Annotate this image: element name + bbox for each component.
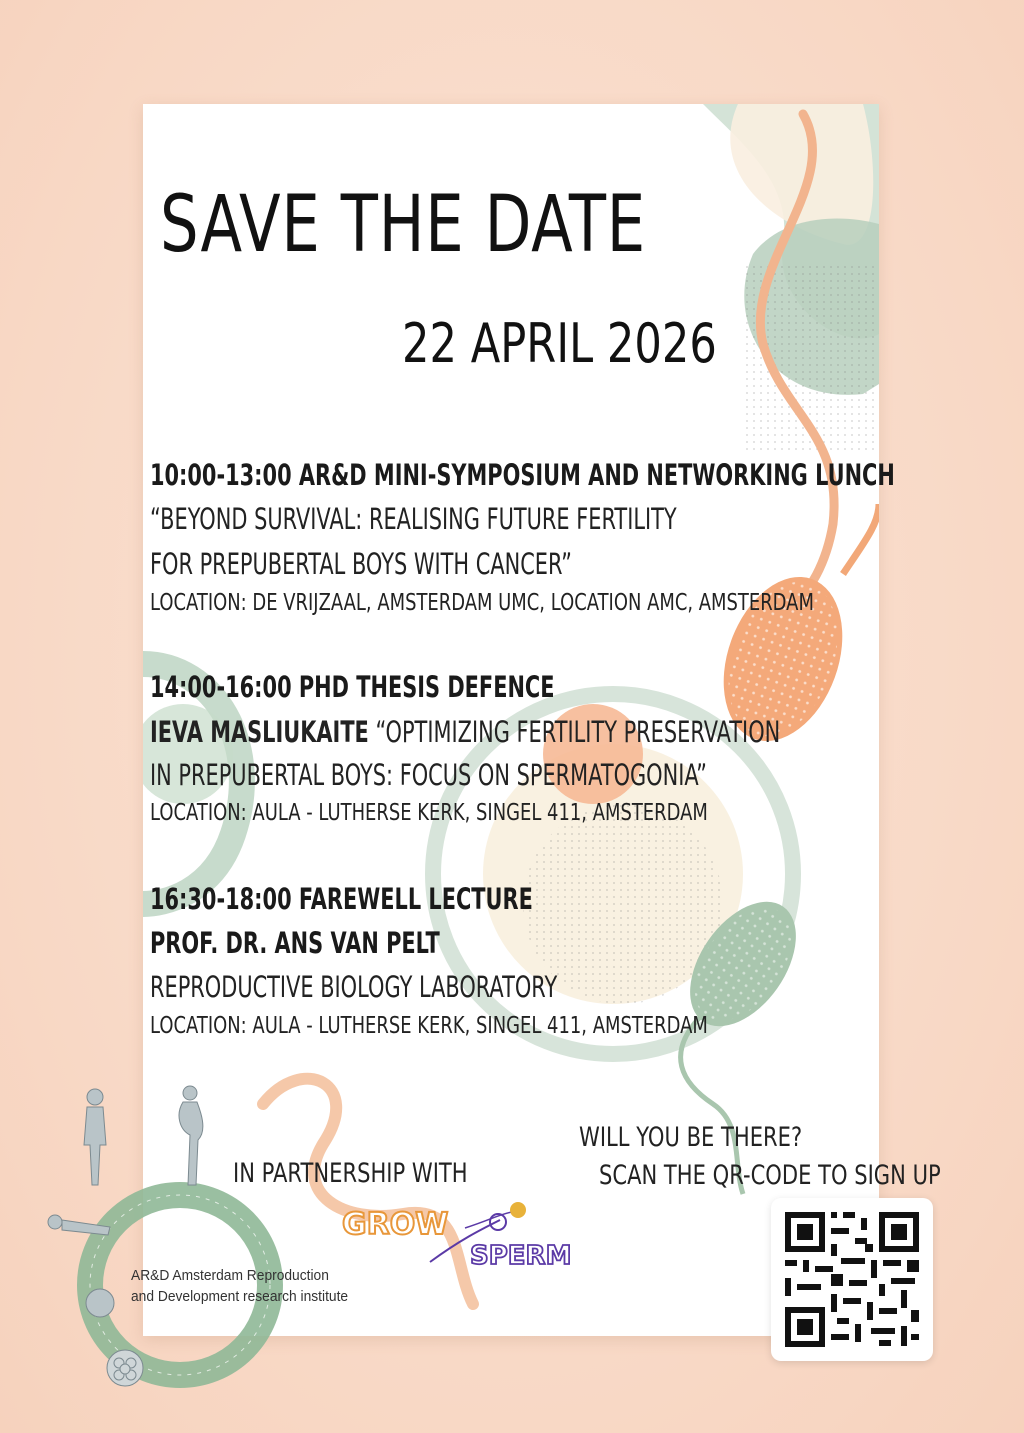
session-2-title-text: “OPTIMIZING FERTILITY PRESERVATION [375,715,781,749]
session-2-location: LOCATION: AULA - LUTHERSE KERK, SINGEL 411, AMSTERDAM [150,800,708,826]
ard-institute-logo [40,1085,300,1405]
event-date: 22 APRIL 2026 [402,312,717,375]
institute-name-line1: AR&D Amsterdam Reproduction [131,1267,329,1284]
page-title: SAVE THE DATE [160,180,646,270]
session-3-title-line1: REPRODUCTIVE BIOLOGY LABORATORY [150,970,558,1004]
partnership-label: IN PARTNERSHIP WITH [233,1158,468,1189]
session-1-heading: 10:00-13:00 AR&D MINI-SYMPOSIUM AND NETWORKING LUNCH [150,458,895,492]
qr-code-icon [771,1198,933,1361]
session-3-speaker: PROF. DR. ANS VAN PELT [150,926,440,960]
session-2-speaker: IEVA MASLIUKAITE [150,715,369,749]
growsperm-logo-word1: GROW [342,1207,449,1242]
session-2-title-line1 [150,715,780,749]
session-3-heading: 16:30-18:00 FAREWELL LECTURE [150,882,533,916]
session-1-title-line2: FOR PREPUBERTAL BOYS WITH CANCER” [150,547,572,581]
signup-qr-code[interactable] [771,1198,933,1361]
signup-instruction: SCAN THE QR-CODE TO SIGN UP [599,1160,941,1191]
session-3-location: LOCATION: AULA - LUTHERSE KERK, SINGEL 411, AMSTERDAM [150,1013,708,1039]
institute-name-line2: and Development research institute [131,1288,349,1305]
growsperm-logo-word2: SPERM [470,1241,572,1271]
session-2-heading: 14:00-16:00 PHD THESIS DEFENCE [150,670,555,704]
session-2-title-line2: IN PREPUBERTAL BOYS: FOCUS ON SPERMATOGONIA” [150,758,707,792]
signup-question: WILL YOU BE THERE? [579,1122,803,1153]
session-1-location: LOCATION: DE VRIJZAAL, AMSTERDAM UMC, LOCATION AMC, AMSTERDAM [150,590,814,616]
growsperm-logo [340,1200,590,1275]
session-1-title-line1: “BEYOND SURVIVAL: REALISING FUTURE FERTILITY [150,502,677,536]
institute-name [131,1265,367,1307]
